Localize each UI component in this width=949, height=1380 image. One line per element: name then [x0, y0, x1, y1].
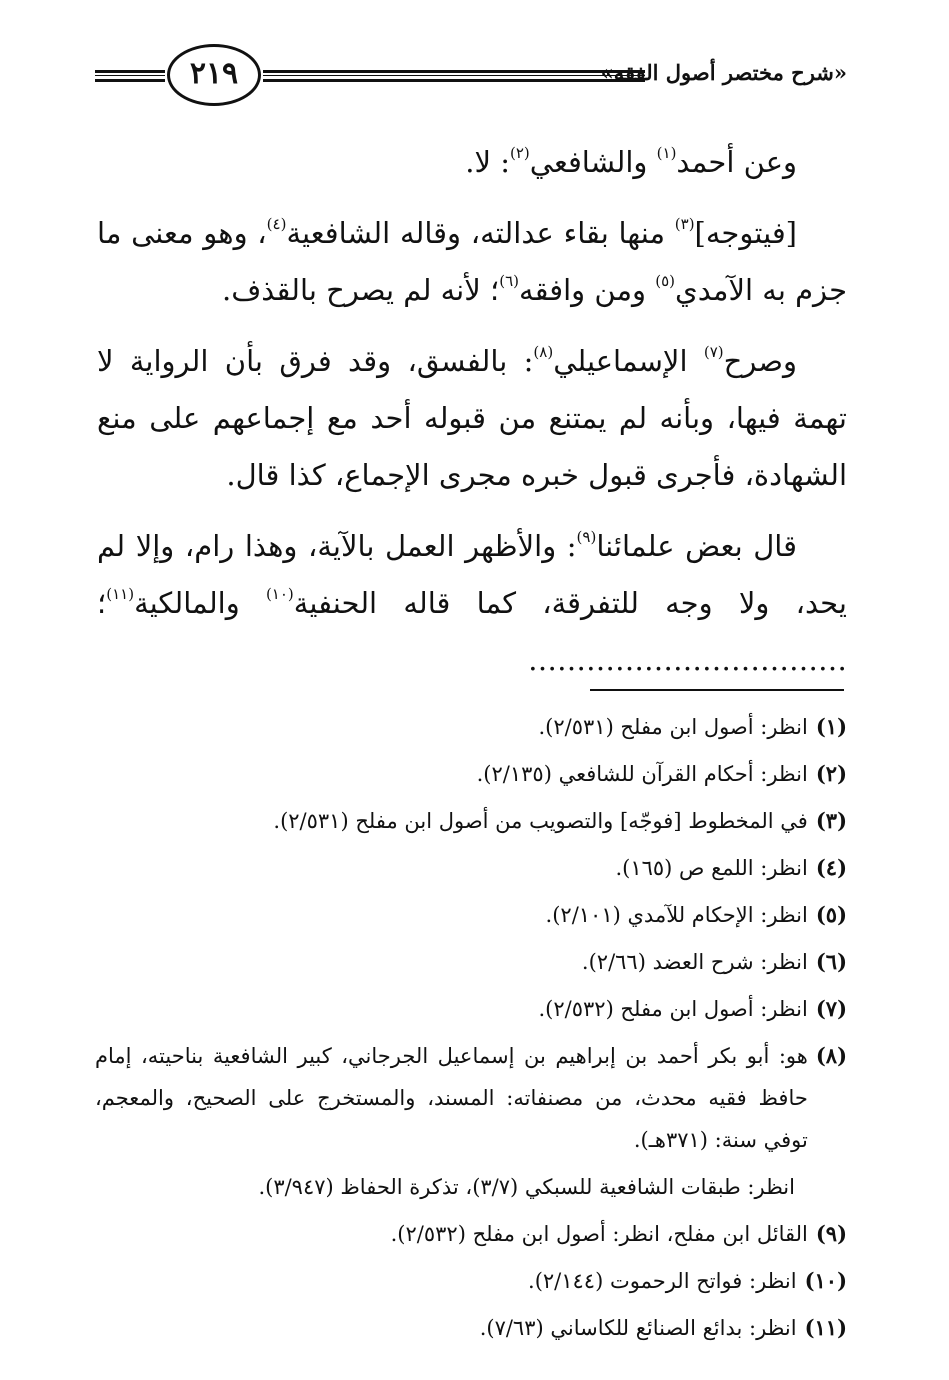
text-run: والمالكية [134, 586, 266, 620]
paragraph-1 [97, 134, 847, 191]
paragraph-4 [97, 518, 847, 689]
footnote-text: القائل ابن مفلح، انظر: أصول ابن مفلح (٢/٥٣٢). [390, 1222, 808, 1246]
footnote-11 [95, 1307, 847, 1349]
header-rule-middle [263, 70, 645, 82]
footnote-ref[interactable]: (١٠) [265, 585, 294, 603]
footnote-number: (٧) [815, 996, 847, 1021]
footnote-number: (٥) [815, 902, 847, 927]
footnote-number: (٩) [815, 1221, 847, 1246]
text-run: : بالفسق، وقد فرق بأن الرواية لا تهمة فيها، وبأنه لم يمتنع من قبوله أحد مع إجماعهم على منع الشهادة، فأجرى قبول خبره مجرى الإجماع، كذا قال. [97, 344, 847, 492]
footnote-ref[interactable]: (١١) [106, 585, 135, 603]
page-number: ٢١٩ [167, 44, 261, 106]
footnote-8 [95, 1035, 847, 1161]
text-run: الإسماعيلي [553, 344, 704, 378]
footnote-ref[interactable]: (٣) [674, 215, 695, 233]
footnote-ref[interactable]: (٧) [703, 343, 724, 361]
footnote-ref[interactable]: (١) [656, 144, 677, 162]
footnote-text: انظر: أصول ابن مفلح (٢/٥٣٢). [538, 997, 808, 1021]
footnote-number: (٦) [815, 949, 847, 974]
footnote-text: انظر: اللمع ص (١٦٥). [615, 856, 808, 880]
footnote-text: انظر: فواتح الرحموت (٢/١٤٤). [528, 1269, 797, 1293]
text-run: والشافعي [529, 145, 657, 179]
footnote-ref[interactable]: (٤) [266, 215, 287, 233]
footnote-text: انظر: الإحكام للآمدي (٢/١٠١). [545, 903, 808, 927]
main-text [97, 134, 847, 703]
footnote-6 [95, 941, 847, 983]
footnote-ref[interactable]: (٩) [576, 528, 597, 546]
footnote-2 [95, 753, 847, 795]
header-rule-left [95, 70, 165, 82]
footnote-ref[interactable]: (٨) [533, 343, 554, 361]
text-run: قال بعض علمائنا [596, 529, 797, 563]
footnote-separator [590, 689, 844, 691]
book-title: «شرح مختصر أصول الفقه» [600, 60, 847, 85]
text-run: : لا. [465, 145, 510, 179]
text-run: وصرح [723, 344, 797, 378]
footnote-10 [95, 1260, 847, 1302]
footnote-1 [95, 706, 847, 748]
footnote-ref[interactable]: (٦) [499, 272, 520, 290]
page-header [95, 40, 847, 118]
footnote-text: انظر: أحكام القرآن للشافعي (٢/١٣٥). [476, 762, 808, 786]
paragraph-3 [97, 333, 847, 504]
footnote-5 [95, 894, 847, 936]
footnote-ref[interactable]: (٢) [510, 144, 530, 162]
footnote-8-reference: انظر: طبقات الشافعية للسبكي (٣/٧)، تذكرة الحفاظ (٣/٩٤٧). [258, 1175, 795, 1199]
continuation-dots: …………………………… [528, 643, 847, 677]
footnote-3 [95, 800, 847, 842]
footnote-number: (٤) [815, 855, 847, 880]
footnote-7 [95, 988, 847, 1030]
footnote-ref[interactable]: (٥) [655, 272, 675, 290]
footnote-text: هو: أبو بكر أحمد بن إبراهيم بن إسماعيل الجرجاني، كبير الشافعية بناحيته، إمام حافظ فقيه محدث، من مصنفاته: المسند، والمستخرج على الصحيح، والمعجم، توفي سنة: (٣٧١هـ). [95, 1044, 808, 1152]
footnote-text: انظر: أصول ابن مفلح (٢/٥٣١). [538, 715, 808, 739]
footnote-number: (١) [815, 714, 847, 739]
text-run: : والأظهر العمل بالآية، وهذا رام، وإلا لم يحد، ولا وجه للتفرقة، كما قاله الحنفية [97, 529, 847, 620]
footnote-number: (٣) [815, 808, 847, 833]
paragraph-2 [97, 205, 847, 319]
footnote-9 [95, 1213, 847, 1255]
text-run: [فيتوجه] [694, 216, 797, 250]
footnote-4 [95, 847, 847, 889]
text-run: ؛ لأنه لم يصرح بالقذف. [221, 273, 500, 307]
footnote-number: (١١) [804, 1315, 847, 1340]
footnote-text: انظر: شرح العضد (٢/٦٦). [581, 950, 808, 974]
footnote-text: في المخطوط [فوجّه] والتصويب من أصول ابن مفلح (٢/٥٣١). [273, 809, 808, 833]
footnote-number: (٨) [815, 1043, 847, 1068]
text-run: ومن وافقه [519, 273, 656, 307]
footnote-number: (١٠) [804, 1268, 847, 1293]
text-run: ، وهو معنى ما جزم به الآمدي [97, 216, 847, 307]
text-run: ؛ [97, 586, 107, 620]
text-run: منها بقاء عدالته، وقاله الشافعية [286, 216, 675, 250]
footnotes [95, 706, 847, 1354]
footnote-text: انظر: بدائع الصنائع للكاساني (٧/٦٣). [479, 1316, 797, 1340]
footnote-number: (٢) [815, 761, 847, 786]
text-run: وعن أحمد [676, 145, 797, 179]
